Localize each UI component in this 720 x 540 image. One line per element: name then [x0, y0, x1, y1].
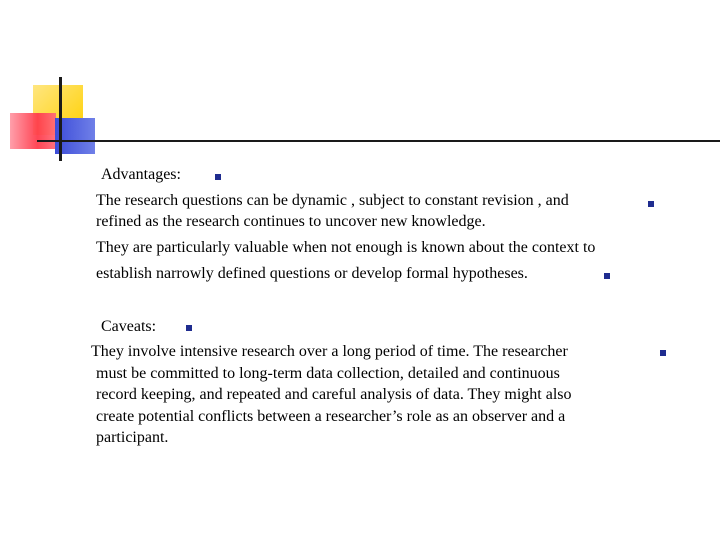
- advantages-text-line: establish narrowly defined questions or develop formal hypotheses.: [96, 265, 528, 282]
- caveats-text-line: They involve intensive research over a long period of time. The researcher: [91, 343, 568, 360]
- bullet-icon: [660, 350, 666, 356]
- bullet-icon: [186, 325, 192, 331]
- caveats-heading: Caveats:: [101, 318, 157, 335]
- bullet-icon: [215, 174, 221, 180]
- bullet-icon: [648, 201, 654, 207]
- horizontal-rule: [37, 140, 720, 142]
- caveats-text-line: record keeping, and repeated and careful analysis of data. They might also: [96, 386, 572, 403]
- caveats-text-line: participant.: [96, 429, 169, 446]
- red-square-shape: [10, 113, 56, 149]
- advantages-text-line: They are particularly valuable when not enough is known about the context to: [96, 239, 596, 256]
- vertical-rule: [59, 77, 62, 161]
- bullet-icon: [604, 273, 610, 279]
- advantages-heading: Advantages:: [101, 166, 181, 183]
- advantages-text-line: refined as the research continues to uncover new knowledge.: [96, 213, 486, 230]
- caveats-text-line: must be committed to long-term data collection, detailed and continuous: [96, 365, 560, 382]
- caveats-text-line: create potential conflicts between a researcher’s role as an observer and a: [96, 408, 566, 425]
- advantages-text-line: The research questions can be dynamic , subject to constant revision , and: [96, 192, 569, 209]
